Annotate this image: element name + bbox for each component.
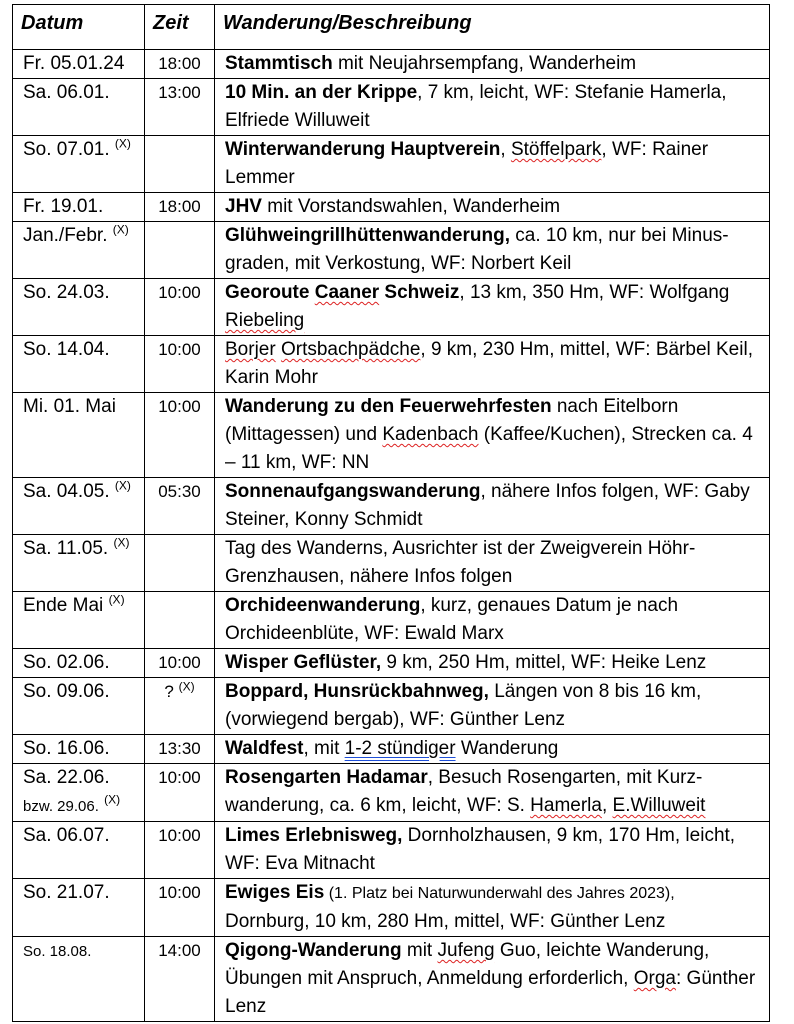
table-row xyxy=(13,764,770,822)
date-cell xyxy=(13,393,145,478)
date-text: Sa. 06.01. xyxy=(23,82,110,103)
description-segment: Sonnenaufgangswanderung xyxy=(225,481,481,502)
date-text: Fr. 19.01. xyxy=(23,196,104,217)
time-cell xyxy=(145,535,215,592)
date-mark: (X) xyxy=(114,136,131,151)
table-row xyxy=(13,478,770,535)
description-segment: , Besuch Rosengarten, mit Kurz-wanderung, ca. 6 km, leicht, WF: S. xyxy=(225,767,703,816)
date-text: Sa. 22.06. xyxy=(23,767,110,788)
table-row xyxy=(13,678,770,735)
description-segment: JHV xyxy=(225,196,262,217)
date-cell xyxy=(13,50,145,79)
description-segment: , 7 km, leicht, WF: Stefanie Hamerla, Elfriede Willuweit xyxy=(225,82,727,131)
description-segment: Boppard, Hunsrückbahnweg, xyxy=(225,681,489,702)
time-text: 10:00 xyxy=(158,883,201,902)
description-cell xyxy=(215,478,770,535)
description-segment: (Kaffee/Kuchen), Strecken ca. 4 – 11 km, WF: NN xyxy=(225,424,753,473)
time-cell xyxy=(145,937,215,1022)
date-cell xyxy=(13,79,145,136)
date-text: Mi. 01. Mai xyxy=(23,396,116,417)
time-cell xyxy=(145,879,215,937)
date-text-alt: bzw. 29.06. xyxy=(23,798,99,815)
table-row xyxy=(13,649,770,678)
description-segment: , 9 km, 230 Hm, mittel, WF: Bärbel Keil, Karin Mohr xyxy=(225,339,753,388)
table-row xyxy=(13,879,770,937)
date-cell xyxy=(13,222,145,279)
date-cell xyxy=(13,336,145,393)
description-segment: : Günther Lenz xyxy=(225,968,756,1017)
time-cell xyxy=(145,50,215,79)
date-text: So. 16.06. xyxy=(23,738,110,759)
time-cell xyxy=(145,393,215,478)
time-text: 05:30 xyxy=(158,482,201,501)
time-text: 10:00 xyxy=(158,340,201,359)
date-text: So. 02.06. xyxy=(23,652,110,673)
description-segment: , xyxy=(500,139,511,160)
description-segment: Dornholzhausen, 9 km, 170 Hm, leicht, WF: Eva Mitnacht xyxy=(225,825,736,874)
table-row xyxy=(13,592,770,649)
description-segment: Ewiges Eis xyxy=(225,882,325,903)
table-row xyxy=(13,336,770,393)
description-segment: Rosengarten Hadamar xyxy=(225,767,428,788)
date-mark: (X) xyxy=(113,535,130,550)
description-segment: Stammtisch xyxy=(225,53,333,74)
header-time: Zeit xyxy=(145,5,215,50)
description-segment: Caaner xyxy=(314,282,380,303)
time-text: 10:00 xyxy=(158,768,201,787)
description-segment: (1. Platz bei Naturwunderwahl des Jahres 2023), xyxy=(324,885,675,902)
date-cell xyxy=(13,279,145,336)
date-text: Fr. 05.01.24 xyxy=(23,53,125,74)
description-segment: Wanderung xyxy=(455,738,559,759)
table-row xyxy=(13,222,770,279)
description-cell xyxy=(215,735,770,764)
date-mark: (X) xyxy=(114,478,131,493)
date-text: Sa. 11.05. xyxy=(23,538,109,559)
description-segment: Orchideenwanderung xyxy=(225,595,421,616)
time-text: 18:00 xyxy=(158,197,201,216)
date-cell xyxy=(13,592,145,649)
time-cell xyxy=(145,79,215,136)
description-cell xyxy=(215,50,770,79)
description-segment: Jufeng xyxy=(437,940,495,961)
time-cell xyxy=(145,136,215,193)
date-text: So. 07.01. xyxy=(23,139,110,160)
description-segment: Wanderung zu den Feuerwehrfesten xyxy=(225,396,552,417)
date-text: So. 21.07. xyxy=(23,882,110,903)
header-date: Datum xyxy=(13,5,145,50)
description-segment: 9 km, 250 Hm, mittel, WF: Heike Lenz xyxy=(381,652,707,673)
description-segment: Qigong-Wanderung xyxy=(225,940,402,961)
description-segment: Hamerla xyxy=(530,795,602,816)
description-segment: Limes Erlebnisweg, xyxy=(225,825,403,846)
description-cell xyxy=(215,136,770,193)
time-text: 14:00 xyxy=(158,941,201,960)
description-cell xyxy=(215,222,770,279)
date-cell xyxy=(13,678,145,735)
date-text: Jan./Febr. xyxy=(23,225,108,246)
table-row xyxy=(13,393,770,478)
date-cell xyxy=(13,879,145,937)
time-cell xyxy=(145,279,215,336)
time-cell xyxy=(145,678,215,735)
time-text: 13:30 xyxy=(158,739,201,758)
time-cell xyxy=(145,592,215,649)
description-segment: Guo, leichte Wanderung, Übungen mit Anspruch, Anmeldung erforderlich, xyxy=(225,940,710,989)
time-text: ? xyxy=(164,682,174,701)
description-cell xyxy=(215,79,770,136)
date-mark: (X) xyxy=(104,792,121,807)
time-text: 10:00 xyxy=(158,397,201,416)
time-cell xyxy=(145,193,215,222)
description-segment: Wisper Geflüster, xyxy=(225,652,382,673)
description-cell xyxy=(215,279,770,336)
time-text: 10:00 xyxy=(158,653,201,672)
date-cell xyxy=(13,193,145,222)
description-cell xyxy=(215,649,770,678)
header-description: Wanderung/Beschreibung xyxy=(215,5,770,50)
description-segment: , WF: Rainer Lemmer xyxy=(225,139,709,188)
description-segment: mit Neujahrsempfang, Wanderheim xyxy=(332,53,637,74)
time-text: 10:00 xyxy=(158,283,201,302)
description-cell xyxy=(215,879,770,937)
description-segment: Schweiz xyxy=(379,282,460,303)
time-mark: (X) xyxy=(178,679,195,694)
date-text: Ende Mai xyxy=(23,595,104,616)
table-row xyxy=(13,535,770,592)
table-row xyxy=(13,735,770,764)
date-cell xyxy=(13,735,145,764)
date-mark: (X) xyxy=(108,592,125,607)
date-text: So. 24.03. xyxy=(23,282,110,303)
description-segment: mit xyxy=(401,940,438,961)
date-cell xyxy=(13,136,145,193)
time-text: 13:00 xyxy=(158,83,201,102)
description-segment: Ortsbachpädche xyxy=(280,339,421,360)
date-mark: (X) xyxy=(112,222,129,237)
time-cell xyxy=(145,336,215,393)
table-row xyxy=(13,193,770,222)
time-cell xyxy=(145,649,215,678)
date-text: So. 14.04. xyxy=(23,339,110,360)
time-cell xyxy=(145,764,215,822)
description-cell xyxy=(215,592,770,649)
time-cell xyxy=(145,822,215,879)
description-segment: 10 Min. an der Krippe xyxy=(225,82,418,103)
description-segment: , xyxy=(601,795,613,816)
description-segment: Längen von 8 bis 16 km, (vorwiegend bergab), WF: Günther Lenz xyxy=(225,681,702,730)
date-text: Sa. 06.07. xyxy=(23,825,110,846)
description-segment: Borjer xyxy=(225,339,276,360)
table-row xyxy=(13,822,770,879)
description-cell xyxy=(215,822,770,879)
description-segment: Tag des Wanderns, Ausrichter ist der Zweigverein Höhr-Grenzhausen, nähere Infos folgen xyxy=(225,538,696,587)
description-segment: Winterwanderung Hauptverein xyxy=(225,139,501,160)
time-text: 10:00 xyxy=(158,826,201,845)
date-cell xyxy=(13,535,145,592)
time-cell xyxy=(145,735,215,764)
date-cell xyxy=(13,937,145,1022)
description-segment: Waldfest xyxy=(225,738,304,759)
date-cell xyxy=(13,822,145,879)
description-segment: Dornburg, 10 km, 280 Hm, mittel, WF: Günther Lenz xyxy=(225,911,666,932)
date-text: Sa. 04.05. xyxy=(23,481,110,502)
description-segment: , mit xyxy=(303,738,345,759)
description-segment: 1-2 stündiger xyxy=(344,738,456,759)
table-row xyxy=(13,79,770,136)
description-segment: , kurz, genaues Datum je nach Orchideenblüte, WF: Ewald Marx xyxy=(225,595,679,644)
description-cell xyxy=(215,937,770,1022)
table-row xyxy=(13,279,770,336)
date-text: So. 18.08. xyxy=(23,943,92,960)
date-cell xyxy=(13,764,145,822)
description-segment: nach Eitelborn (Mittagessen) und xyxy=(225,396,679,445)
description-cell xyxy=(215,535,770,592)
description-cell xyxy=(215,193,770,222)
description-cell xyxy=(215,393,770,478)
time-text: 18:00 xyxy=(158,54,201,73)
date-cell xyxy=(13,478,145,535)
description-segment: Orga xyxy=(633,968,676,989)
description-segment: mit Vorstandswahlen, Wanderheim xyxy=(261,196,561,217)
description-segment: , 13 km, 350 Hm, WF: Wolfgang xyxy=(459,282,730,303)
schedule-rows xyxy=(13,50,770,1022)
description-cell xyxy=(215,336,770,393)
table-row xyxy=(13,937,770,1022)
time-cell xyxy=(145,478,215,535)
description-cell xyxy=(215,678,770,735)
date-cell xyxy=(13,649,145,678)
description-segment: Riebeling xyxy=(225,310,305,331)
date-text: So. 09.06. xyxy=(23,681,110,702)
description-cell xyxy=(215,764,770,822)
time-cell xyxy=(145,222,215,279)
description-segment: Georoute xyxy=(225,282,315,303)
table-row xyxy=(13,136,770,193)
hiking-schedule-table xyxy=(12,4,770,1022)
description-segment: ca. 10 km, nur bei Minus-graden, mit Verkostung, WF: Norbert Keil xyxy=(225,225,729,274)
description-segment: Kadenbach xyxy=(382,424,479,445)
header-row xyxy=(13,5,770,50)
description-segment: , nähere Infos folgen, WF: Gaby Steiner, Konny Schmidt xyxy=(225,481,750,530)
description-segment: Glühweingrillhüttenwanderung, xyxy=(225,225,510,246)
table-row xyxy=(13,50,770,79)
description-segment: E.Willuweit xyxy=(612,795,706,816)
description-segment: Stöffelpark xyxy=(510,139,602,160)
